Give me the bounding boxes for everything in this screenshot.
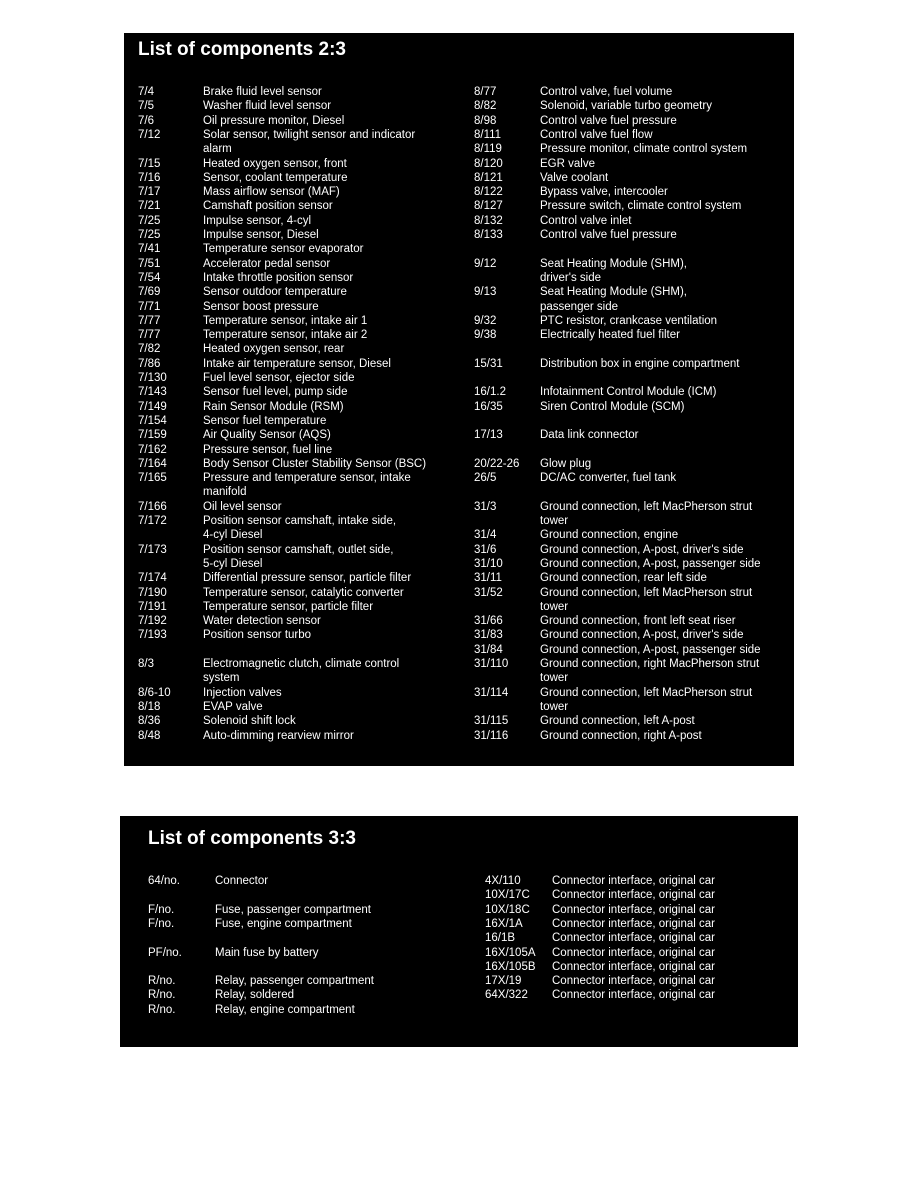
component-code: 8/3 [138, 658, 154, 670]
component-code: 31/115 [474, 715, 509, 728]
component-code: 8/119 [474, 143, 502, 156]
component-description: tower [540, 672, 569, 685]
component-code: 7/25 [138, 229, 161, 241]
component-description: Distribution box in engine compartment [540, 357, 740, 370]
component-code: 8/82 [474, 100, 497, 113]
component-code: 7/21 [138, 200, 161, 213]
component-description: Oil pressure monitor, Diesel [203, 114, 345, 127]
panel-title: List of components 3:3 [148, 828, 356, 849]
component-code: 8/122 [474, 186, 503, 199]
component-code: 9/38 [474, 329, 497, 342]
component-code: R/no. [148, 989, 176, 1002]
component-code: 31/66 [474, 615, 503, 628]
component-description: Connector [215, 875, 269, 887]
component-description: Brake fluid level sensor [203, 86, 322, 98]
component-description: Sensor boost pressure [203, 300, 319, 313]
component-description: Ground connection, left A-post [540, 715, 695, 728]
component-description: 4-cyl Diesel [203, 529, 263, 542]
component-description: Electromagnetic clutch, climate control [203, 658, 400, 670]
component-code: 31/6 [474, 543, 497, 556]
component-code: 7/51 [138, 257, 161, 270]
component-description: 5-cyl Diesel [203, 557, 263, 570]
component-code: 7/149 [138, 400, 167, 413]
component-description: Pressure monitor, climate control system [540, 143, 748, 156]
component-description: Glow plug [540, 457, 592, 470]
component-description: Body Sensor Cluster Stability Sensor (BSC) [203, 457, 427, 470]
component-description: Valve coolant [540, 171, 609, 184]
component-code: 7/17 [138, 186, 161, 199]
component-code: 31/10 [474, 557, 503, 570]
component-description: Siren Control Module (SCM) [540, 400, 685, 413]
component-description: Temperature sensor, intake air 2 [203, 329, 368, 342]
component-description: tower [540, 600, 569, 613]
component-description: Temperature sensor, particle filter [203, 600, 374, 613]
component-description: Ground connection, A-post, driver's side [540, 543, 744, 556]
component-description: Ground connection, right A-post [540, 729, 702, 742]
component-code: 7/191 [138, 600, 167, 613]
component-description: Pressure and temperature sensor, intake [203, 472, 411, 485]
component-description: Solenoid shift lock [203, 715, 296, 728]
component-description: Fuel level sensor, ejector side [203, 372, 355, 384]
component-description: Ground connection, A-post, passenger side [540, 557, 761, 570]
component-description: Control valve, fuel volume [540, 86, 673, 98]
component-code: 8/98 [474, 114, 497, 127]
component-description: Pressure sensor, fuel line [203, 443, 333, 456]
component-description: Control valve fuel pressure [540, 229, 677, 241]
component-code: 16/35 [474, 400, 503, 413]
component-code: 16X/105B [485, 960, 536, 973]
component-description: Fuse, engine compartment [215, 917, 352, 930]
component-description: Connector interface, original car [552, 932, 715, 945]
component-code: 8/120 [474, 157, 503, 170]
component-description: alarm [203, 143, 232, 156]
component-code: 15/31 [474, 357, 503, 370]
component-description: Pressure switch, climate control system [540, 200, 742, 213]
component-description: Rain Sensor Module (RSM) [203, 400, 344, 413]
component-description: Temperature sensor, intake air 1 [203, 314, 368, 327]
component-description: PTC resistor, crankcase ventilation [540, 314, 718, 327]
component-description: Ground connection, rear left side [540, 572, 707, 585]
component-code: 16X/1A [485, 917, 523, 930]
component-code: 7/6 [138, 114, 154, 127]
component-description: Washer fluid level sensor [203, 100, 332, 113]
component-description: Ground connection, left MacPherson strut [540, 500, 753, 513]
component-description: Temperature sensor, catalytic converter [203, 586, 404, 599]
component-description: driver's side [540, 271, 601, 284]
component-description: Control valve fuel flow [540, 128, 653, 141]
component-description: Heated oxygen sensor, front [203, 157, 347, 170]
component-code: 20/22-26 [474, 457, 520, 470]
component-description: Position sensor turbo [203, 629, 312, 642]
component-code: R/no. [148, 1003, 176, 1016]
component-description: Connector interface, original car [552, 889, 715, 902]
component-description: Connector interface, original car [552, 946, 715, 959]
component-code: F/no. [148, 903, 175, 916]
component-code: 7/173 [138, 543, 167, 556]
component-code: 8/6-10 [138, 686, 171, 699]
component-code: 10X/18C [485, 903, 530, 916]
component-code: PF/no. [148, 946, 182, 959]
component-description: Control valve inlet [540, 214, 632, 227]
component-description: system [203, 672, 240, 685]
component-description: Camshaft position sensor [203, 200, 333, 213]
component-description: Control valve fuel pressure [540, 114, 677, 127]
component-code: 17X/19 [485, 975, 522, 988]
component-code: 7/174 [138, 572, 167, 585]
component-code: 7/25 [138, 214, 161, 227]
component-description: tower [540, 515, 569, 527]
component-description: Ground connection, A-post, passenger side [540, 643, 761, 656]
component-code: 9/32 [474, 314, 497, 327]
component-code: 7/143 [138, 386, 167, 399]
component-code: 7/15 [138, 157, 161, 170]
component-code: 31/4 [474, 529, 497, 542]
component-description: Main fuse by battery [215, 946, 319, 959]
component-description: Sensor fuel temperature [203, 414, 327, 427]
component-code: 10X/17C [485, 889, 530, 902]
component-code: 16/1B [485, 932, 516, 945]
panel-title: List of components 2:3 [138, 39, 346, 60]
component-description: Solenoid, variable turbo geometry [540, 100, 712, 113]
component-code: 7/77 [138, 314, 161, 327]
components-panel-2-of-3 [124, 33, 794, 766]
component-description: passenger side [540, 300, 618, 313]
component-code: 8/18 [138, 700, 161, 713]
component-description: Impulse sensor, 4-cyl [203, 214, 312, 227]
component-description: Ground connection, front left seat riser [540, 615, 736, 628]
component-description: EGR valve [540, 157, 595, 170]
component-code: 7/190 [138, 586, 167, 599]
component-description: Differential pressure sensor, particle filter [203, 572, 412, 585]
component-code: 31/83 [474, 629, 503, 642]
component-description: Ground connection, left MacPherson strut [540, 586, 753, 599]
component-description: Connector interface, original car [552, 875, 715, 887]
component-code: 7/193 [138, 629, 167, 642]
component-code: 7/165 [138, 472, 167, 485]
component-code: 7/172 [138, 515, 167, 527]
component-description: tower [540, 700, 569, 713]
component-description: Oil level sensor [203, 500, 282, 513]
component-code: 7/77 [138, 329, 161, 342]
component-description: Relay, soldered [215, 989, 295, 1002]
component-code: 31/11 [474, 572, 502, 585]
component-code: 7/164 [138, 457, 167, 470]
component-description: Ground connection, right MacPherson strut [540, 658, 760, 670]
component-description: Sensor fuel level, pump side [203, 386, 348, 399]
component-description: Ground connection, A-post, driver's side [540, 629, 744, 642]
component-code: 7/192 [138, 615, 167, 628]
component-code: 31/3 [474, 500, 497, 513]
component-code: 8/111 [474, 128, 502, 141]
component-code: 31/110 [474, 658, 509, 670]
component-code: 16X/105A [485, 946, 536, 959]
component-code: 7/162 [138, 443, 167, 456]
component-description: Bypass valve, intercooler [540, 186, 668, 199]
component-description: Injection valves [203, 686, 282, 699]
component-description: DC/AC converter, fuel tank [540, 472, 677, 485]
component-code: 17/13 [474, 429, 503, 442]
component-description: Connector interface, original car [552, 975, 715, 988]
component-code: 8/133 [474, 229, 503, 241]
component-code: 7/159 [138, 429, 167, 442]
component-description: Ground connection, left MacPherson strut [540, 686, 753, 699]
component-code: 4X/110 [485, 875, 521, 887]
components-panel-3-of-3 [120, 816, 798, 1047]
component-code: 7/71 [138, 300, 161, 313]
component-description: Impulse sensor, Diesel [203, 229, 319, 241]
component-description: Connector interface, original car [552, 989, 715, 1002]
component-description: Solar sensor, twilight sensor and indicator [203, 128, 416, 141]
component-code: 7/16 [138, 171, 161, 184]
component-description: Data link connector [540, 429, 639, 442]
component-code: 31/114 [474, 686, 509, 699]
component-description: Connector interface, original car [552, 903, 715, 916]
component-description: Fuse, passenger compartment [215, 903, 371, 916]
component-description: Water detection sensor [203, 615, 321, 628]
component-description: Intake throttle position sensor [203, 271, 354, 284]
component-code: 7/166 [138, 500, 167, 513]
component-code: 7/41 [138, 243, 161, 256]
component-description: Position sensor camshaft, intake side, [203, 515, 397, 527]
component-code: 7/154 [138, 414, 167, 427]
component-code: 7/86 [138, 357, 161, 370]
component-code: 8/77 [474, 86, 497, 98]
component-description: Heated oxygen sensor, rear [203, 343, 345, 356]
component-code: 9/12 [474, 257, 497, 270]
component-code: 64/no. [148, 875, 180, 887]
component-code: 7/82 [138, 343, 161, 356]
component-description: EVAP valve [203, 700, 263, 713]
component-code: R/no. [148, 975, 176, 988]
component-description: Ground connection, engine [540, 529, 679, 542]
component-code: 16/1.2 [474, 386, 506, 399]
component-code: 8/36 [138, 715, 161, 728]
component-code: 31/116 [474, 729, 509, 742]
component-description: Accelerator pedal sensor [203, 257, 331, 270]
component-code: 7/54 [138, 271, 161, 284]
component-description: Connector interface, original car [552, 917, 715, 930]
component-code: 8/127 [474, 200, 503, 213]
component-description: Air Quality Sensor (AQS) [203, 429, 331, 442]
component-code: 7/12 [138, 128, 161, 141]
component-code: 8/132 [474, 214, 503, 227]
component-description: Position sensor camshaft, outlet side, [203, 543, 394, 556]
component-description: Relay, engine compartment [215, 1003, 355, 1016]
component-code: 64X/322 [485, 989, 528, 1002]
component-description: Mass airflow sensor (MAF) [203, 186, 340, 199]
component-description: Temperature sensor evaporator [203, 243, 364, 256]
component-code: 26/5 [474, 472, 497, 485]
component-code: 7/4 [138, 86, 154, 98]
component-description: Sensor, coolant temperature [203, 171, 348, 184]
component-description: Electrically heated fuel filter [540, 329, 680, 342]
component-code: 8/48 [138, 729, 161, 742]
component-description: Intake air temperature sensor, Diesel [203, 357, 391, 370]
component-description: Infotainment Control Module (ICM) [540, 386, 717, 399]
component-code: 7/5 [138, 100, 154, 113]
component-code: 7/69 [138, 286, 161, 299]
component-description: Seat Heating Module (SHM), [540, 286, 688, 299]
component-code: 7/130 [138, 372, 167, 384]
component-description: Relay, passenger compartment [215, 975, 374, 988]
component-code: 31/84 [474, 643, 503, 656]
component-code: F/no. [148, 917, 175, 930]
component-description: Auto-dimming rearview mirror [203, 729, 354, 742]
component-code: 8/121 [474, 171, 503, 184]
component-code: 9/13 [474, 286, 497, 299]
component-description: manifold [203, 486, 247, 499]
component-description: Sensor outdoor temperature [203, 286, 347, 299]
component-description: Connector interface, original car [552, 960, 715, 973]
component-description: Seat Heating Module (SHM), [540, 257, 688, 270]
component-code: 31/52 [474, 586, 503, 599]
